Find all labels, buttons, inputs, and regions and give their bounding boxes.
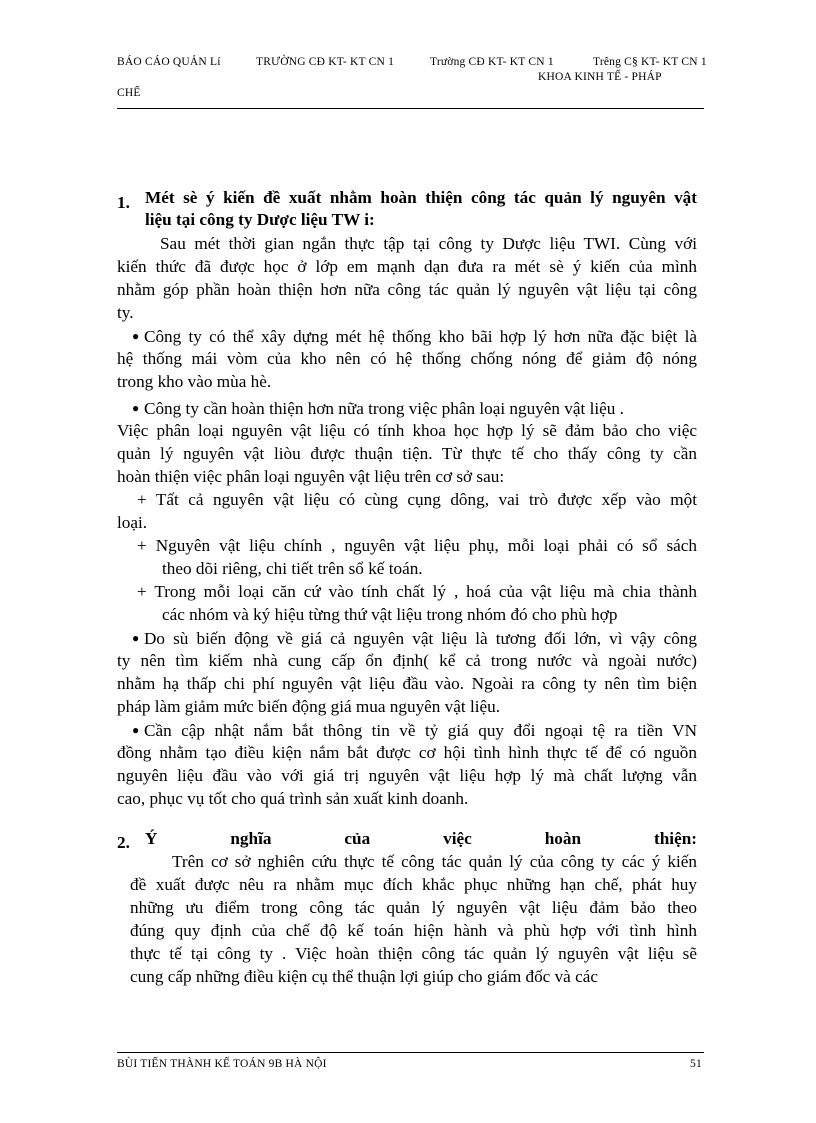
header-school-name: TRƯỜNG CĐ KT- KT CN 1: [256, 56, 395, 68]
paragraph-line: nhằm góp phần hoàn thiện hơn nữa công tác quản lý nguyên vật liệu tại công: [117, 280, 697, 299]
header-school-name-2: Trường CĐ KT- KT CN 1: [430, 56, 554, 68]
header-report-title-cont: CHẾ: [117, 87, 141, 99]
bullet-icon: ●: [132, 329, 140, 343]
page-number: 51: [690, 1058, 702, 1070]
bullet-item: ● Cần cập nhật nắm bắt thông tin về tỷ giá quy đổi ngoại tệ ra tiền VN: [132, 721, 697, 740]
list-item-plus: + Nguyên vật liệu chính , nguyên vật liệu phụ, mỗi loại phải có sổ sách: [137, 536, 697, 555]
footer-author: BÙI TIẾN THÀNH KẾ TOÁN 9B HÀ NỘI: [117, 1058, 327, 1070]
paragraph-line: hoàn thiện việc phân loại nguyên vật liệu trên cơ sở sau:: [117, 467, 505, 486]
paragraph-line: Trên cơ sở nghiên cứu thực tế công tác quản lý của công ty các ý kiến: [172, 852, 697, 871]
paragraph-line: cao, phục vụ tốt cho quá trình sản xuất kinh doanh.: [117, 789, 469, 808]
section-2-heading: Ý nghĩa của việc hoàn thiện:: [145, 829, 697, 848]
paragraph-line: nhằm hạ thấp chi phí nguyên vật liệu đầu vào. Ngoài ra công ty nên tìm biện: [117, 674, 697, 693]
footer-rule: [117, 1052, 704, 1053]
paragraph-line: cung cấp những điều kiện cụ thể thuận lợi giúp cho giám đốc và các: [130, 967, 598, 986]
paragraph-line: hệ thống mái vòm của kho nên có hệ thống chống nóng để giảm độ nóng: [117, 349, 697, 368]
paragraph-line: trong kho vào mùa hè.: [117, 372, 272, 391]
paragraph-line: Sau mét thời gian ngắn thực tập tại công ty Dược liệu TWI. Cùng với: [160, 234, 697, 253]
paragraph-line: các nhóm và ký hiệu từng thứ vật liệu trong nhóm đó cho phù hợp: [162, 605, 618, 624]
header-rule: [117, 108, 704, 109]
paragraph-line: đề xuất được nêu ra nhằm mục đích khắc phục những hạn chế, phát huy: [130, 875, 697, 894]
list-item-plus: + Tất cả nguyên vật liệu có cùng cụng dông, vai trò được xếp vào một: [137, 490, 697, 509]
header-school-name-3: Trêng C§ KT- KT CN 1: [593, 56, 707, 68]
paragraph-line: Việc phân loại nguyên vật liệu có tính khoa học hợp lý sẽ đảm bảo cho việc: [117, 421, 697, 440]
paragraph-line: đồng nhằm tạo điều kiện nắm bắt được cơ hội tình hình thực tế để có nguồn: [117, 743, 697, 762]
header-report-title: BÁO CÁO QUẢN Lí: [117, 56, 221, 68]
section-1-heading-line-1: Mét sè ý kiến đề xuất nhằm hoàn thiện công tác quản lý nguyên vật: [145, 188, 697, 207]
header-faculty: KHOA KINH TẾ - PHÁP: [538, 71, 662, 83]
section-1-heading-line-2: liệu tại công ty Dược liệu TW i:: [145, 210, 375, 229]
bullet-icon: ●: [132, 631, 140, 645]
paragraph-line: loại.: [117, 513, 148, 532]
list-item-plus: + Trong mỗi loại căn cứ vào tính chất lý , hoá của vật liệu mà chia thành: [137, 582, 697, 601]
section-1-number: 1.: [117, 193, 130, 212]
paragraph-line: quản lý nguyên vật liòu được thuận tiện. Từ thực tế cho thấy công ty cần: [117, 444, 697, 463]
section-2-number: 2.: [117, 833, 130, 852]
paragraph-line: đúng quy định của chế độ kế toán hiện hành và phù hợp với tình hình: [130, 921, 697, 940]
paragraph-line: thực tế tại công ty . Việc hoàn thiện công tác quản lý nguyên vật liệu sẽ: [130, 944, 697, 963]
paragraph-line: pháp làm giảm mức biến động giá mua nguyên vật liệu.: [117, 697, 501, 716]
paragraph-line: kiến thức đã được học ở lớp em mạnh dạn đưa ra mét sè ý kiến của mình: [117, 257, 697, 276]
bullet-icon: ●: [132, 723, 140, 737]
paragraph-line: ty nên tìm kiếm nhà cung cấp ổn định( kể cả trong nước và ngoài nước): [117, 651, 697, 670]
paragraph-line: nguyên liệu đầu vào với giá trị nguyên vật liệu hợp lý mà chất lượng vẫn: [117, 766, 697, 785]
paragraph-line: những ưu điểm trong công tác quản lý nguyên vật liệu đảm bảo theo: [130, 898, 697, 917]
paragraph-line: theo dõi riêng, chi tiết trên sổ kế toán.: [162, 559, 423, 578]
paragraph-line: ty.: [117, 303, 134, 322]
bullet-item: ● Công ty cần hoàn thiện hơn nữa trong việc phân loại nguyên vật liệu .: [132, 399, 624, 418]
bullet-item: ● Do sù biến động về giá cả nguyên vật liệu là tương đối lớn, vì vậy công: [132, 629, 697, 648]
bullet-icon: ●: [132, 401, 140, 415]
bullet-item: ● Công ty có thể xây dựng mét hệ thống kho bãi hợp lý hơn nữa đặc biệt là: [132, 327, 697, 346]
